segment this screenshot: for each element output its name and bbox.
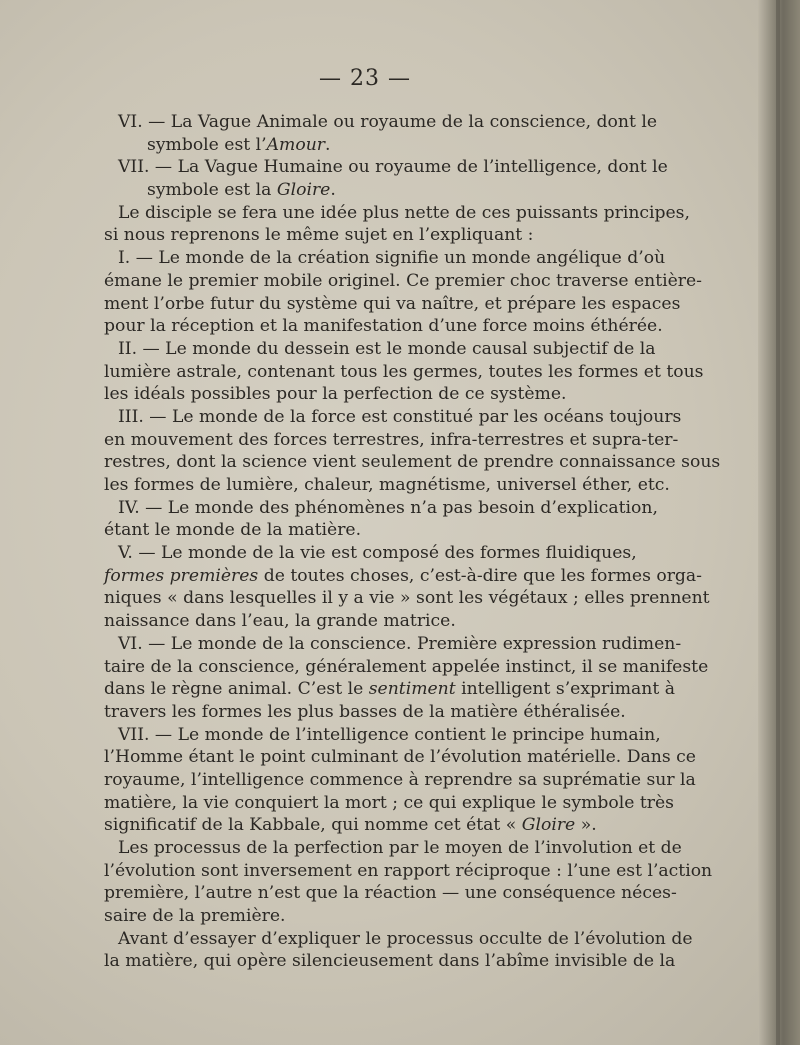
text-line: la matière, qui opère silencieusement dans l’abîme invisible de la xyxy=(104,951,676,972)
text-line: pour la réception et la manifestation d’une force moins éthérée. xyxy=(104,316,663,337)
page-binding-edge xyxy=(758,0,800,1045)
text-line: VII. — La Vague Humaine ou royaume de l’intelligence, dont le xyxy=(118,157,668,178)
text-line: taire de la conscience, généralement appelée instinct, il se manifeste xyxy=(104,656,709,677)
text-line: travers les formes les plus basses de la matière éthéralisée. xyxy=(104,701,626,722)
text-line: naissance dans l’eau, la grande matrice. xyxy=(104,611,456,632)
text-line: dans le règne animal. C’est le sentiment intelligent s’exprimant à xyxy=(104,679,675,700)
text-line: si nous reprenons le même sujet en l’expliquant : xyxy=(104,225,534,246)
text-line: l’évolution sont inversement en rapport réciproque : l’une est l’action xyxy=(104,860,713,881)
text-line: niques « dans lesquelles il y a vie » sont les végétaux ; elles prennent xyxy=(104,588,710,609)
text-line: III. — Le monde de la force est constitué par les océans toujours xyxy=(118,406,682,427)
text-line: symbole est l’Amour. xyxy=(147,134,331,155)
text-line: première, l’autre n’est que la réaction — une conséquence néces- xyxy=(104,883,677,904)
text-line: Le disciple se fera une idée plus nette de ces puissants principes, xyxy=(118,202,690,223)
text-line: les idéals possibles pour la perfection de ce système. xyxy=(104,384,567,405)
text-line: Avant d’essayer d’expliquer le processus occulte de l’évolution de xyxy=(118,928,693,949)
text-line: Les processus de la perfection par le moyen de l’involution et de xyxy=(118,838,682,858)
text-line: émane le premier mobile originel. Ce premier choc traverse entière- xyxy=(104,270,702,291)
text-line: VII. — Le monde de l’intelligence contient le principe humain, xyxy=(118,724,661,745)
text-line: VI. — Le monde de la conscience. Première expression rudimen- xyxy=(118,633,682,654)
text-line: saire de la première. xyxy=(104,906,286,927)
text-line: II. — Le monde du dessein est le monde causal subjectif de la xyxy=(118,338,656,359)
text-line: formes premières de toutes choses, c’est-à-dire que les formes orga- xyxy=(104,565,702,586)
text-line: V. — Le monde de la vie est composé des formes fluidiques, xyxy=(118,543,637,564)
text-line: royaume, l’intelligence commence à reprendre sa suprématie sur la xyxy=(104,769,696,790)
text-line: VI. — La Vague Animale ou royaume de la conscience, dont le xyxy=(118,112,658,132)
text-line: l’Homme étant le point culminant de l’évolution matérielle. Dans ce xyxy=(104,747,696,768)
page-number: — 23 — xyxy=(319,66,411,91)
text-line: les formes de lumière, chaleur, magnétisme, universel éther, etc. xyxy=(104,475,670,495)
text-line: ment l’orbe futur du système qui va naître, et prépare les espaces xyxy=(104,293,681,314)
text-line: étant le monde de la matière. xyxy=(104,520,362,541)
text-line: matière, la vie conquiert la mort ; ce qui explique le symbole très xyxy=(104,792,674,813)
text-line: symbole est la Gloire. xyxy=(147,180,336,201)
text-line: lumière astrale, contenant tous les germes, toutes les formes et tous xyxy=(104,361,704,382)
text-line: IV. — Le monde des phénomènes n’a pas besoin d’explication, xyxy=(118,497,658,518)
text-line: restres, dont la science vient seulement de prendre connaissance sous xyxy=(104,452,721,473)
page-body xyxy=(104,111,721,973)
text-line: en mouvement des forces terrestres, infra-terrestres et supra-ter- xyxy=(104,429,679,450)
text-line: I. — Le monde de la création signifie un monde angélique d’où xyxy=(118,248,666,269)
text-line: significatif de la Kabbale, qui nomme cet état « Gloire ». xyxy=(104,815,597,836)
